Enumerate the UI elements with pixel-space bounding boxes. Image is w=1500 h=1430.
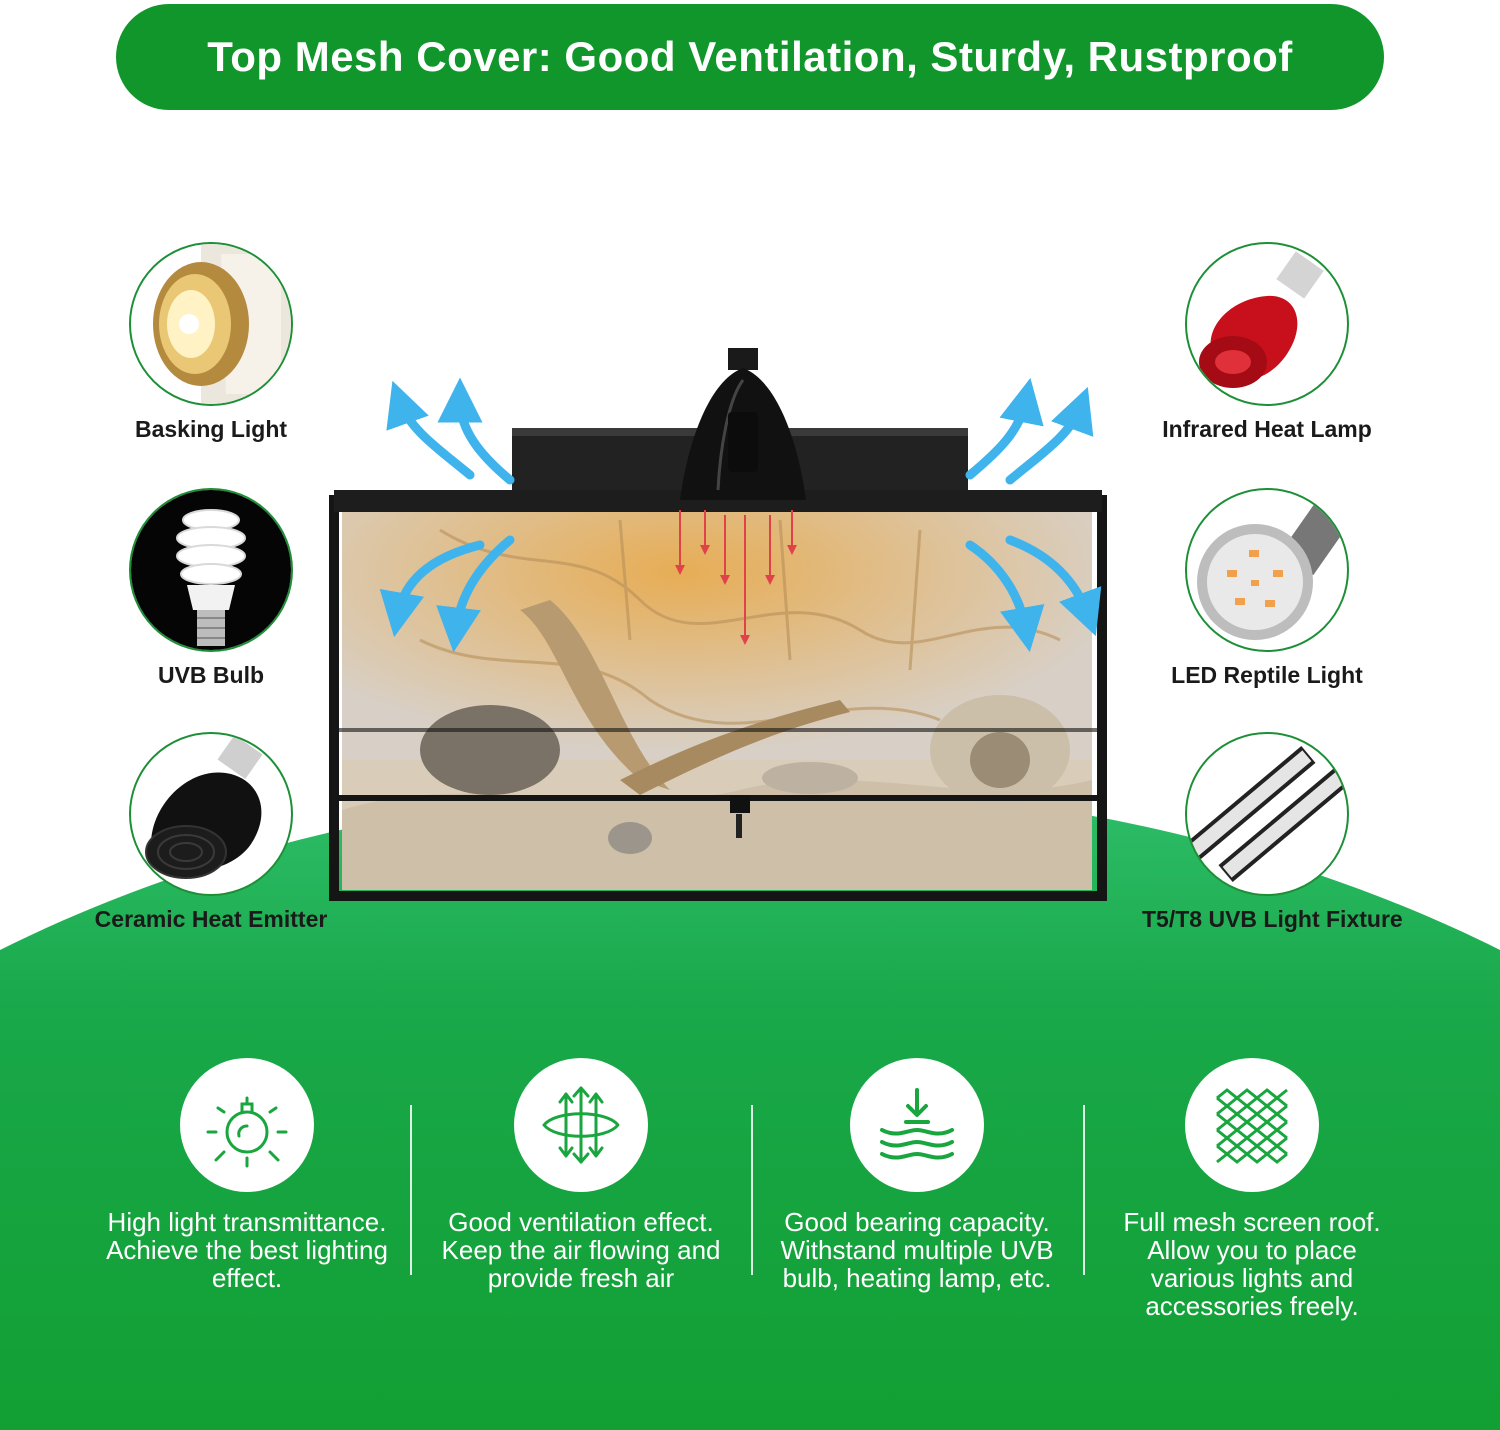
spiral-uvb-bulb-icon: [129, 488, 293, 652]
accessory-label: UVB Bulb: [157, 662, 265, 688]
light-bulb-icon: [202, 1080, 292, 1170]
feature-icon-circle: [514, 1058, 648, 1192]
terrarium-illustration: [320, 340, 1120, 920]
ceramic-heat-emitter-icon: [129, 732, 293, 896]
accessory-led-reptile-light: [1142, 488, 1392, 689]
feature-bearing-capacity: [757, 1058, 1077, 1292]
accessory-t5-t8-fixture: [1142, 732, 1403, 933]
feature-description: Full mesh screen roof. Allow you to place various lights and accessories freely.: [1123, 1207, 1381, 1321]
accessory-label: Basking Light: [134, 416, 288, 442]
feature-description: High light transmittance. Achieve the best lighting effect.: [106, 1207, 388, 1293]
basking-light-bulb-icon: [129, 242, 293, 406]
accessory-basking-light: [86, 242, 336, 443]
mesh-screen-icon: [1207, 1080, 1297, 1170]
feature-light-transmittance: [87, 1058, 407, 1292]
tube-light-fixture-icon: [1185, 732, 1349, 896]
feature-divider: [751, 1105, 753, 1275]
accessory-label: T5/T8 UVB Light Fixture: [1142, 906, 1403, 932]
feature-icon-circle: [850, 1058, 984, 1192]
feature-divider: [410, 1105, 412, 1275]
led-bulb-icon: [1185, 488, 1349, 652]
accessory-label: Infrared Heat Lamp: [1162, 416, 1372, 442]
feature-icon-circle: [180, 1058, 314, 1192]
accessory-label: LED Reptile Light: [1171, 662, 1363, 688]
bearing-capacity-icon: [872, 1080, 962, 1170]
feature-description: Good bearing capacity. Withstand multiple UVB bulb, heating lamp, etc.: [780, 1207, 1054, 1293]
accessory-ceramic-heat-emitter: [86, 732, 336, 933]
red-infrared-bulb-icon: [1185, 242, 1349, 406]
feature-mesh-roof: [1092, 1058, 1412, 1320]
accessory-infrared-heat-lamp: [1142, 242, 1392, 443]
banner-title: Top Mesh Cover: Good Ventilation, Sturdy, Rustproof: [207, 33, 1293, 80]
feature-ventilation: [421, 1058, 741, 1292]
ventilation-arrows-icon: [536, 1080, 626, 1170]
feature-divider: [1083, 1105, 1085, 1275]
feature-description: Good ventilation effect. Keep the air flowing and provide fresh air: [441, 1207, 721, 1293]
feature-icon-circle: [1185, 1058, 1319, 1192]
title-banner: [116, 4, 1384, 110]
accessory-label: Ceramic Heat Emitter: [94, 906, 328, 932]
accessory-uvb-bulb: [86, 488, 336, 689]
